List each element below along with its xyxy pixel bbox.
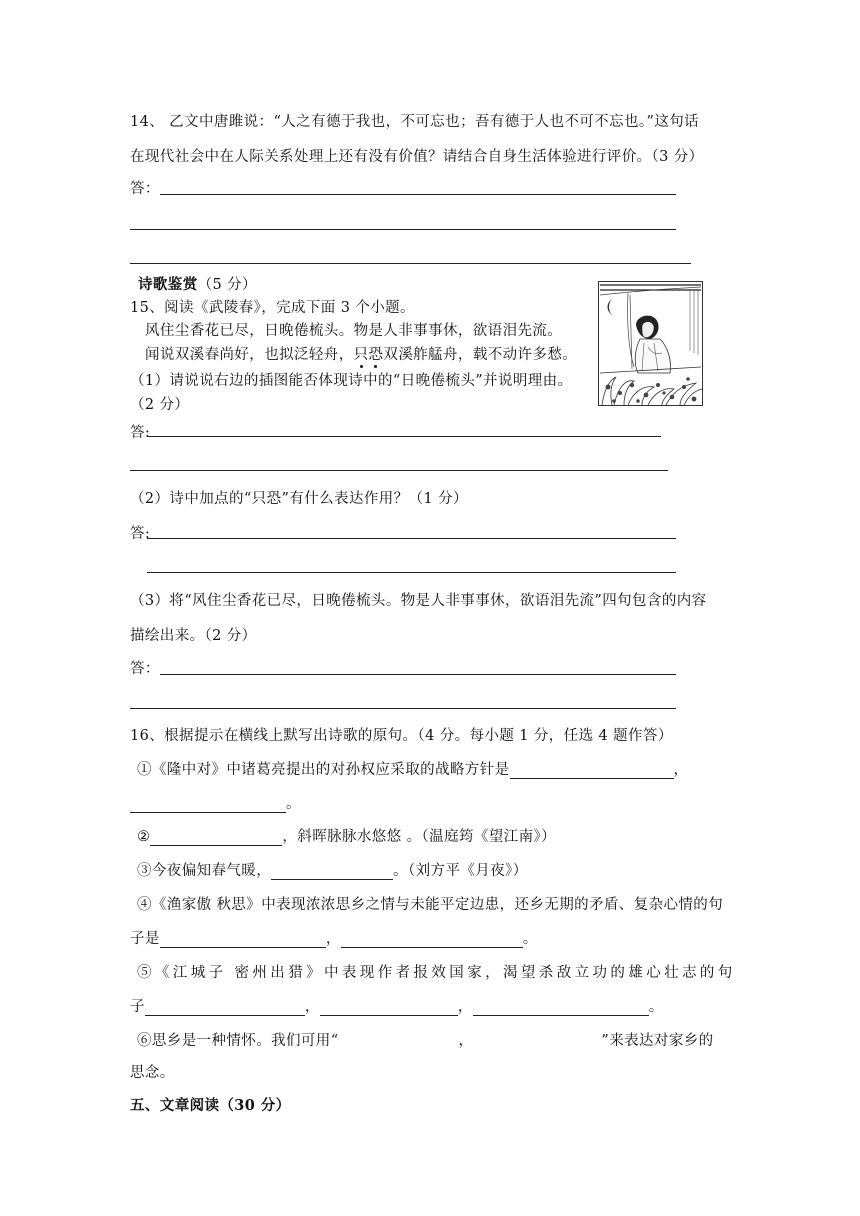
- q16-item3: ③今夜偏知春气暖， 。（刘方平《月夜》）: [137, 863, 528, 879]
- q14-answer-line-3[interactable]: [130, 263, 691, 264]
- q14-answer-line-2[interactable]: [130, 229, 676, 230]
- q16-item3-blank[interactable]: [271, 865, 393, 880]
- q15-sub1-score: （2 分）: [130, 397, 190, 413]
- q15-sub1-answer-line-2[interactable]: [130, 470, 668, 471]
- q16-item5-blank-2[interactable]: [320, 1001, 458, 1016]
- q15-sub1-answer-line-1[interactable]: [147, 436, 661, 437]
- q16-item6-line2: 思念。: [130, 1065, 175, 1081]
- q16-item1-blank-1[interactable]: [510, 764, 674, 779]
- q16-item1-cont: 。: [130, 795, 301, 813]
- q15-sub3-answer-label: 答：: [130, 661, 160, 677]
- q15-sub2-answer-label: 答:: [130, 526, 151, 542]
- q15-sub3-line1: （3）将“风住尘香花已尽，日晚倦梳头。物是人非事事休，欲语泪先流”四句包含的内容: [130, 593, 707, 609]
- q16-item2: ② ，斜晖脉脉水悠悠 。（温庭筠《望江南》）: [137, 829, 557, 845]
- poem-line-2: 闻说双溪春尚好，也拟泛轻舟，只恐双溪舴艋舟，载不动许多愁。: [145, 347, 578, 363]
- q16-item4-line2: 子是 ， 。: [130, 931, 538, 947]
- q16-item1: ①《隆中对》中诸葛亮提出的对孙权应采取的战略方针是 ，: [137, 762, 689, 778]
- q14-answer-label: 答：: [130, 181, 160, 197]
- section5-title: 五、文章阅读（30 分）: [130, 1097, 291, 1114]
- q16-item5-blank-3[interactable]: [473, 1001, 649, 1016]
- q15-sub3-line2: 描绘出来。（2 分）: [130, 628, 257, 644]
- q14-answer-line-1[interactable]: [160, 194, 676, 195]
- q15-sub2-answer-line-2[interactable]: [147, 572, 676, 573]
- poetry-section-score: （5 分）: [197, 277, 257, 293]
- q15-sub1-answer-label: 答:: [130, 425, 151, 441]
- q14-line1: 14、 乙文中唐雎说：“人之有德于我也，不可忘也；吾有德于人也不可不忘也。”这句话: [130, 114, 700, 130]
- q15-sub3-answer-line-1[interactable]: [160, 674, 676, 675]
- q16-item4-blank-2[interactable]: [341, 933, 523, 948]
- woman-at-window-illustration: [598, 281, 703, 406]
- q16-item5-line2: 子 ， ， 。: [130, 999, 664, 1015]
- dotted-char-zhi: 只: [353, 347, 369, 363]
- dotted-char-kong: 恐: [368, 347, 384, 363]
- q16-item5-line1: ⑤《江城子 密州出猎》中表现作者报效国家，渴望杀敌立功的雄心壮志的句: [137, 965, 736, 981]
- poetry-section-heading: [138, 276, 257, 294]
- q16-intro: 16、根据提示在横线上默写出诗歌的原句。（4 分。每小题 1 分，任选 4 题作答）: [130, 728, 673, 744]
- q16-item5-blank-1[interactable]: [145, 1001, 305, 1016]
- poem-line-1: 风住尘香花已尽，日晚倦梳头。物是人非事事休，欲语泪先流。: [145, 323, 563, 339]
- q16-item4-blank-1[interactable]: [160, 933, 326, 948]
- poetry-section-title: 诗歌鉴赏: [138, 276, 198, 293]
- q15-sub1: （1）请说说右边的插图能否体现诗中的“日晚倦梳头”并说明理由。: [130, 373, 573, 389]
- q14-line2: 在现代社会中在人际关系处理上还有没有价值？请结合自身生活体验进行评价。（3 分）: [130, 149, 704, 165]
- q15-sub2-answer-line-1[interactable]: [147, 538, 676, 539]
- q15-sub2: （2）诗中加点的“只恐”有什么表达作用？（1 分）: [130, 491, 468, 507]
- q15-intro: 15、阅读《武陵春》，完成下面 3 个小题。: [130, 300, 415, 316]
- q16-item1-blank-2[interactable]: [130, 798, 286, 813]
- q16-item4-line1: ④《渔家傲 秋思》中表现浓浓思乡之情与未能平定边患，还乡无期的矛盾、复杂心情的句: [137, 897, 724, 913]
- q16-item2-blank[interactable]: [150, 831, 282, 846]
- q15-sub3-answer-line-2[interactable]: [130, 708, 676, 709]
- q16-item6-line1: ⑥思乡是一种情怀。我们可用“ ， ”来表达对家乡的: [137, 1033, 714, 1049]
